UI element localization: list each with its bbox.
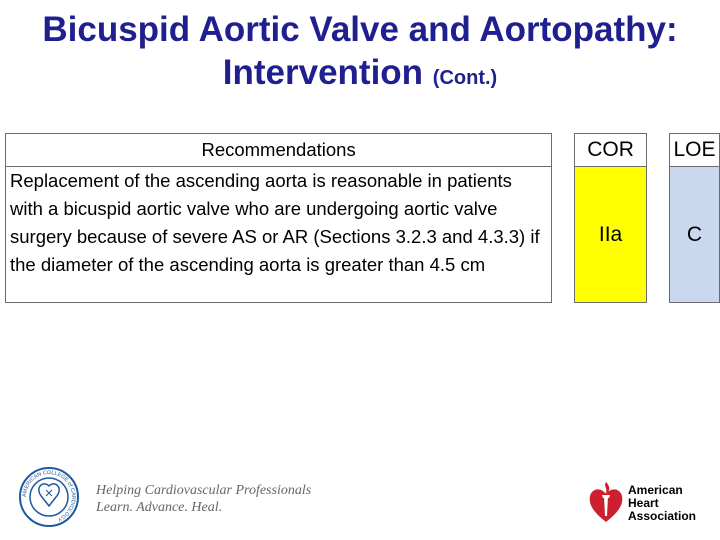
- cor-header: COR: [575, 134, 647, 167]
- loe-header: LOE: [669, 134, 719, 167]
- heart-torch-icon: [586, 480, 626, 524]
- acc-seal-text: AMERICAN COLLEGE of CARDIOLOGY: [21, 469, 77, 523]
- loe-value: C: [669, 167, 719, 303]
- acc-seal-icon: [18, 466, 80, 528]
- aha-wordmark: [628, 484, 696, 523]
- title-line-2: [0, 51, 720, 100]
- aha-line-2: Heart: [628, 496, 659, 510]
- acc-tagline-1: Helping Cardiovascular Professionals: [96, 483, 312, 498]
- aha-line-3: Association: [628, 509, 697, 523]
- title-line-1: Bicuspid Aortic Valve and Aortopathy:: [42, 10, 678, 49]
- slide-title: [0, 8, 720, 100]
- aha-line-1: American: [628, 483, 683, 497]
- title-cont: (Cont.): [432, 67, 498, 89]
- recommendation-text: Replacement of the ascending aorta is reasonable in patients with a bicuspid aortic valve who are undergoing aortic valve surgery because of severe AS or AR (Sections 3.2.3 and 4.3.3) if the diameter of the ascending aorta is greater than 4.5 cm: [6, 167, 552, 303]
- title-main: Intervention: [222, 53, 424, 92]
- acc-tagline-2: Learn. Advance. Heal.: [96, 500, 223, 515]
- column-gap: [647, 134, 670, 303]
- recommendations-header: Recommendations: [6, 134, 552, 167]
- cor-value: IIa: [575, 167, 647, 303]
- acc-tagline: [96, 482, 311, 516]
- column-gap: [552, 134, 575, 303]
- recommendation-table: [5, 133, 720, 303]
